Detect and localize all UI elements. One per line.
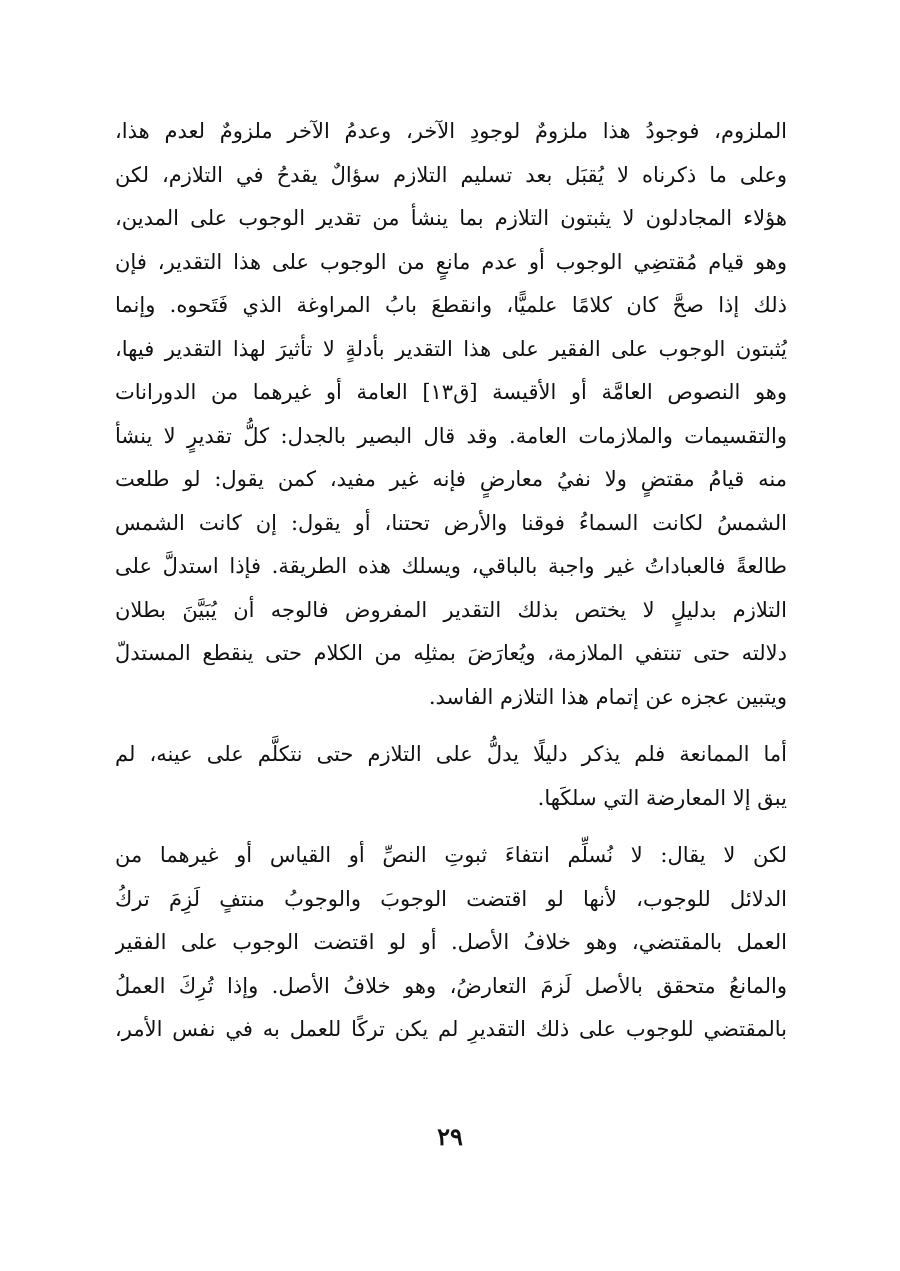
text-line: هؤلاء المجادلون لا يثبتون التلازم بما ينشأ من تقدير الوجوب على المدين،	[115, 206, 787, 230]
text-line: يُثبتون الوجوب على الفقير على هذا التقدير بأدلةٍ لا تأثيرَ لهذا التقدير فيها،	[115, 336, 787, 361]
text-line: العمل بالمقتضي، وهو خلافُ الأصل. أو لو اقتضت الوجوب على الفقير	[115, 930, 787, 954]
paragraph	[115, 733, 787, 820]
text-line: ويتبين عجزه عن إتمام هذا التلازم الفاسد.	[428, 684, 787, 709]
text-line: بالمقتضي للوجوب على ذلك التقديرِ لم يكن تركًا للعمل به في نفس الأمر،	[115, 1017, 787, 1041]
text-line: لكن لا يقال: لا نُسلِّم انتفاءَ ثبوتِ النصِّ أو القياس أو غيرهما من	[115, 843, 787, 867]
body-text	[115, 110, 787, 1052]
text-line: الملزوم، فوجودُ هذا ملزومٌ لوجودِ الآخر، وعدمُ الآخر ملزومٌ لعدم هذا،	[115, 119, 787, 143]
text-line: الدلائل للوجوب، لأنها لو اقتضت الوجوبَ والوجوبُ منتفٍ لَزِمَ تركُ	[115, 886, 787, 911]
text-line: والمانعُ متحقق بالأصل لَزمَ التعارضُ، وهو خلافُ الأصل. وإذا تُرِكَ العملُ	[115, 973, 787, 998]
text-line: دلالته حتى تنتفي الملازمة، ويُعارَضَ بمثلِه من الكلام حتى ينقطع المستدلّ	[115, 641, 787, 665]
text-line: يبق إلا المعارضة التي سلكَها.	[537, 785, 787, 810]
text-line: وهو قيام مُقتضِي الوجوب أو عدم مانعٍ من الوجوب على هذا التقدير، فإن	[115, 249, 787, 274]
text-line: التلازم بدليلٍ لا يختص بذلك التقدير المفروض فالوجه أن يُبَيَّنَ بطلان	[115, 597, 787, 622]
paragraph	[115, 834, 787, 1052]
paragraph-gap	[115, 719, 787, 733]
text-line: الشمسُ لكانت السماءُ فوقنا والأرض تحتنا، أو يقول: إن كانت الشمس	[115, 510, 787, 535]
text-line: منه قيامُ مقتضٍ ولا نفيُ معارضٍ فإنه غير مفيد، كمن يقول: لو طلعت	[115, 467, 787, 491]
text-line: طالعةً فالعباداتُ غير واجبة بالباقي، ويسلك هذه الطريقة. فإذا استدلَّ على	[115, 554, 787, 578]
paragraph	[115, 110, 787, 719]
text-line: أما الممانعة فلم يذكر دليلًا يدلُّ على التلازم حتى نتكلَّم على عينه، لم	[115, 742, 787, 766]
text-line: وعلى ما ذكرناه لا يُقبَل بعد تسليم التلازم سؤالٌ يقدحُ في التلازم، لكن	[115, 162, 787, 187]
text-line: والتقسيمات والملازمات العامة. وقد قال البصير بالجدل: كلُّ تقديرٍ لا ينشأ	[115, 423, 787, 448]
text-line: ذلك إذا صحَّ كان كلامًا علميًّا، وانقطعَ بابُ المراوغة الذي فَتَحوه. وإنما	[115, 293, 787, 317]
page-number: ٢٩	[437, 1122, 463, 1151]
paragraph-gap	[115, 820, 787, 834]
text-line: وهو النصوص العامَّة أو الأقيسة [ق١٣] العامة أو غيرهما من الدورانات	[115, 380, 787, 404]
